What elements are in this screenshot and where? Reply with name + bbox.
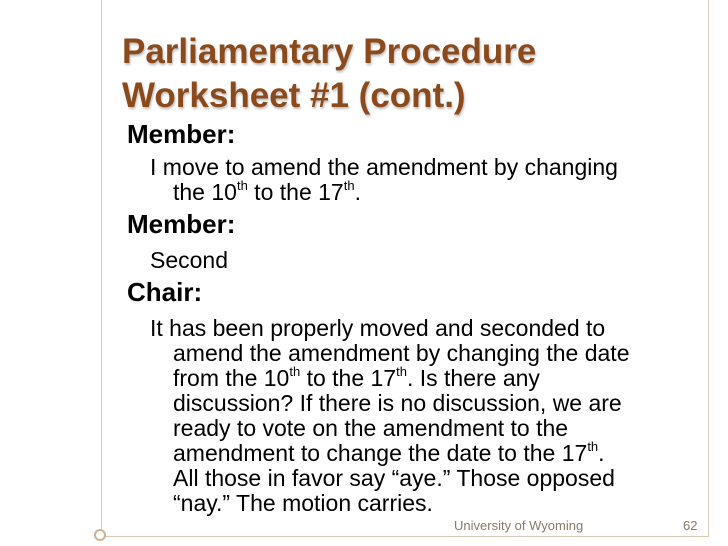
slide-title-line-1: Parliamentary Procedure — [122, 32, 537, 71]
text-run: . — [598, 440, 605, 466]
dialogue-line — [127, 366, 705, 391]
superscript: th — [396, 364, 407, 379]
corner-ring-ornament — [94, 529, 106, 541]
superscript: th — [343, 178, 355, 193]
text-run: “nay.” The motion carries. — [173, 490, 433, 516]
speaker-heading-chair: Chair: — [127, 277, 203, 307]
superscript: th — [236, 178, 248, 193]
dialogue-line — [127, 416, 705, 441]
text-run: ready to vote on the amendment to the — [173, 415, 569, 441]
text-run: amend the amendment by changing the date — [173, 340, 630, 366]
dialogue-line — [127, 441, 705, 466]
dialogue-line — [127, 341, 705, 366]
text-run: discussion? If there is no discussion, we are — [173, 390, 622, 416]
dialogue-line — [127, 466, 705, 491]
text-run: to the 17 — [247, 179, 344, 205]
dialogue-line — [127, 155, 705, 180]
slide-title — [122, 30, 702, 118]
text-run: to the 17 — [300, 365, 397, 391]
text-run: It has been properly moved and seconded to — [150, 315, 606, 341]
text-run: from the 10 — [173, 365, 290, 391]
dialogue-line — [127, 180, 705, 205]
text-run: the 10 — [173, 179, 237, 205]
right-border-line — [708, 0, 709, 536]
dialogue-line — [127, 316, 705, 341]
dialogue-line — [127, 391, 705, 416]
text-run: . — [354, 179, 361, 205]
dialogue-line — [127, 491, 705, 516]
bottom-border-line — [101, 536, 709, 537]
left-border-line — [101, 0, 102, 536]
slide-title-line-2: Worksheet #1 (cont.) — [122, 76, 466, 115]
slide-number: 62 — [683, 518, 698, 533]
text-run: All those in favor say “aye.” Those opposed — [173, 465, 615, 491]
superscript: th — [289, 364, 301, 379]
footer-label: University of Wyoming — [454, 518, 584, 533]
speaker-heading-member-1: Member: — [127, 119, 236, 149]
text-run: . Is there any — [406, 365, 540, 391]
text-run: I move to amend the amendment by changing — [150, 154, 618, 180]
speaker-heading-member-2: Member: — [127, 209, 236, 239]
superscript: th — [587, 439, 599, 454]
text-run: amendment to change the date to the 17 — [173, 440, 588, 466]
text-run: Second — [150, 247, 229, 273]
dialogue-line — [127, 248, 705, 273]
dialogue-body — [127, 118, 705, 516]
